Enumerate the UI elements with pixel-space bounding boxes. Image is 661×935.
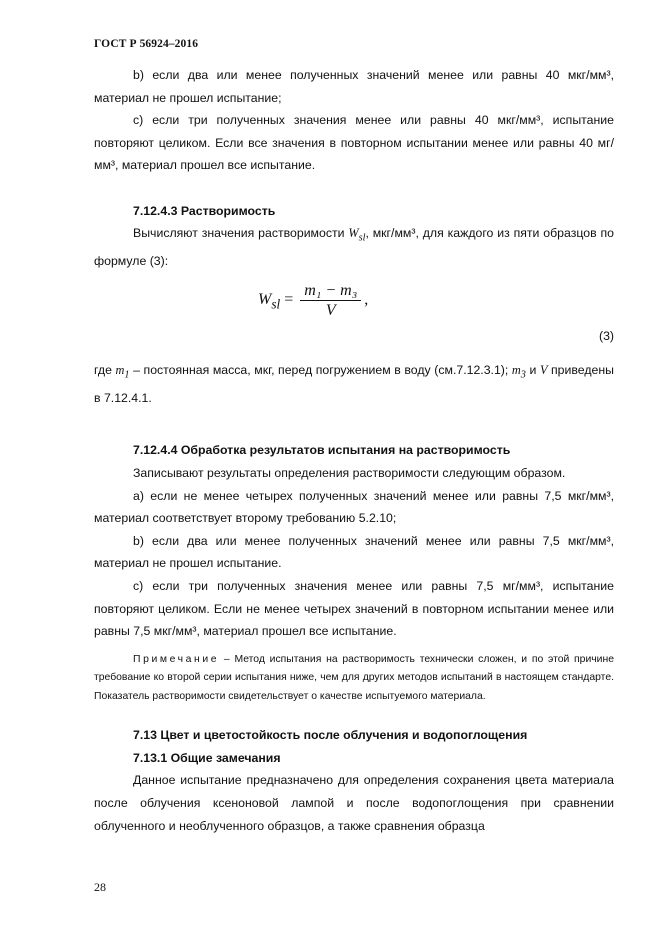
note-label: Примечание	[133, 653, 220, 665]
note-text: – Метод испытания на растворимость технически сложен, и по этой причине требование ко второй серии испытания ниже, чем для других методов испытаний в настоящем стандарте. Показатель растворимости свидетельствует о качестве испытуемого материала.	[94, 653, 614, 702]
paragraph-c: c) если три полученных значения менее или равны 7,5 мг/мм³, испытание повторяют целиком. Если не менее четырех значений в повторном испытании менее или равны 7,5 мкг/мм³, материал прошел все испытание.	[94, 579, 614, 639]
paragraph-a: a) если не менее четырех полученных значений менее или равны 7,5 мкг/мм³, материал соответствует второму требованию 5.2.10;	[94, 488, 614, 526]
variable-subscript: 1	[124, 369, 130, 381]
variable-subscript: 3	[520, 369, 526, 381]
section-heading-7-12-4-3: 7.12.4.3 Растворимость	[133, 203, 276, 218]
paragraph-c-first: c) если три полученных значения менее или равны 40 мкг/мм³, испытание повторяют целиком. Если все значения в повторном испытании менее или равны 40 мг/мм³, материал прошел все испытание.	[94, 113, 614, 173]
text-run: – постоянная масса, мкг, перед погружением в воду (см.7.12.3.1);	[129, 362, 512, 377]
section-heading-7-13-1: 7.13.1 Общие замечания	[133, 750, 281, 765]
paragraph-b: b) если два или менее полученных значений менее или равны 7,5 мкг/мм³, материал не прошел испытание.	[94, 533, 614, 571]
formula-fraction	[300, 281, 361, 320]
formula-comma: ,	[364, 290, 369, 308]
formula-lhs-subscript: sl	[271, 296, 281, 312]
page-body	[94, 64, 614, 837]
document-header: ГОСТ Р 56924–2016	[94, 38, 199, 50]
text-run: где	[94, 362, 116, 377]
paragraph-solubility-calc	[94, 222, 614, 273]
formula-numerator: m₁ − m₃	[300, 281, 361, 301]
paragraph-record-results: Записывают результаты определения растворимости следующим образом.	[133, 466, 566, 481]
text-run: и	[525, 362, 540, 377]
text-run: Вычисляют значения растворимости	[133, 226, 349, 241]
variable-w: W	[348, 226, 359, 241]
note	[94, 651, 614, 707]
section-heading-7-13: 7.13 Цвет и цветостойкость после облучения и водопоглощения	[133, 728, 528, 743]
text-run: приведены в 7.12.4.1.	[94, 362, 615, 405]
formula-equals: =	[284, 290, 294, 308]
text-run: , мкг/мм³, для каждого из пяти образцов по формуле (3):	[94, 226, 614, 269]
formula-denominator: V	[325, 301, 336, 319]
paragraph-test-purpose: Данное испытание предназначено для определения сохранения цвета материала после облучения ксеноновой лампой и после водопоглощения при сравнении облученного и необлученного образцов, а также сравнения образца	[94, 773, 614, 833]
variable-m1: m	[115, 362, 125, 377]
variable-subscript: sl	[358, 232, 366, 244]
formula-expression	[258, 281, 368, 320]
page-number: 28	[94, 880, 106, 894]
formula-number: (3)	[598, 328, 614, 343]
paragraph-where	[94, 359, 614, 410]
section-heading-7-12-4-4: 7.12.4.4 Обработка результатов испытания на растворимость	[133, 443, 511, 458]
variable-v: V	[539, 362, 548, 377]
paragraph-b-first: b) если два или менее полученных значений менее или равны 40 мкг/мм³, материал не прошел испытание;	[94, 68, 614, 105]
variable-m3: m	[511, 362, 521, 377]
formula-3	[94, 275, 614, 325]
formula-lhs: W	[258, 290, 272, 308]
